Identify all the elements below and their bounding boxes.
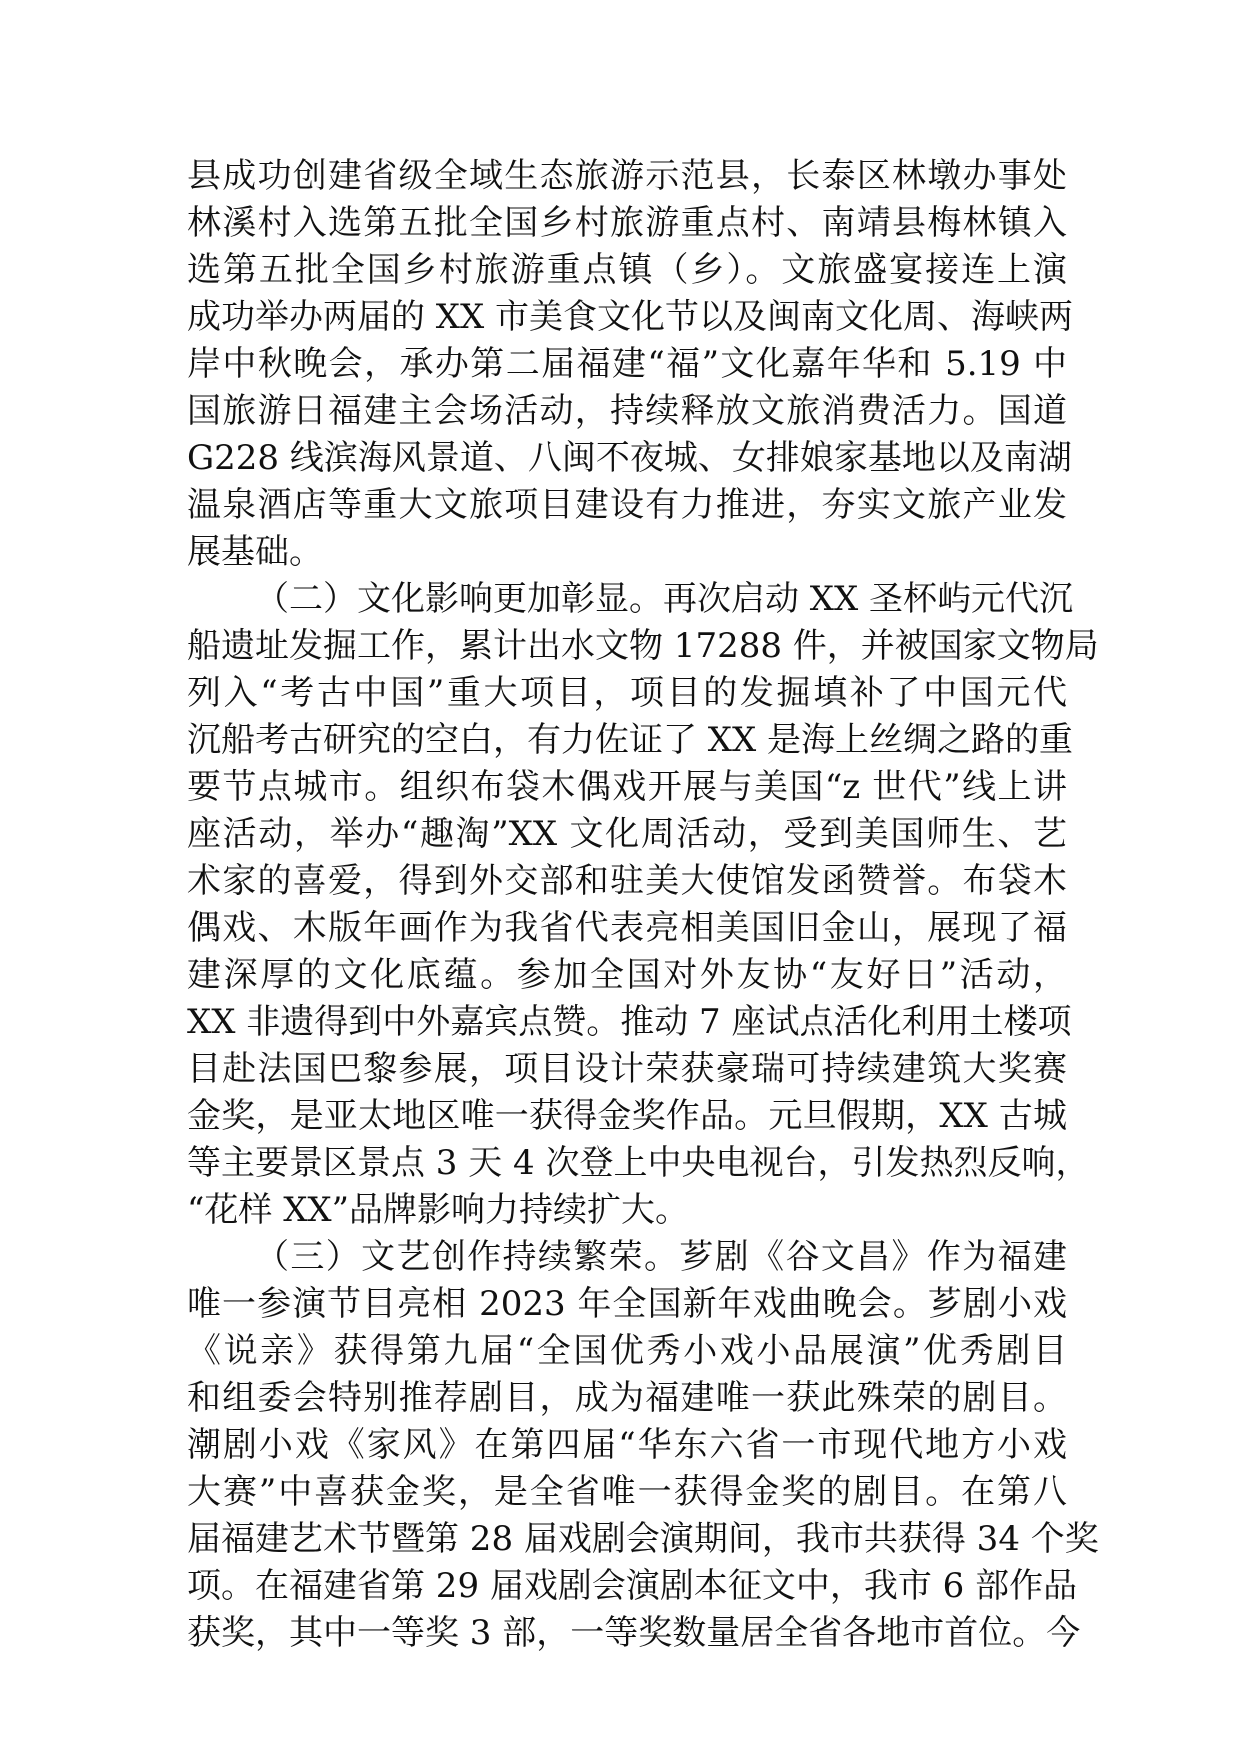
text-line: 要节点城市。组织布袋木偶戏开展与美国“z 世代”线上讲 [187, 767, 1067, 807]
text-line: 成功举办两届的 XX 市美食文化节以及闽南文化周、海峡两 [187, 297, 1074, 337]
text-line: 国旅游日福建主会场活动，持续释放文旅消费活力。国道 [187, 391, 1067, 431]
text-line: 目赴法国巴黎参展，项目设计荣获豪瑞可持续建筑大奖赛 [187, 1049, 1067, 1089]
text-line: 沉船考古研究的空白，有力佐证了 XX 是海上丝绸之路的重 [187, 720, 1074, 760]
text-line: 唯一参演节目亮相 2023 年全国新年戏曲晚会。芗剧小戏 [187, 1284, 1067, 1324]
text-line: 温泉酒店等重大文旅项目建设有力推进，夯实文旅产业发 [187, 485, 1067, 525]
text-line: 《说亲》获得第九届“全国优秀小戏小品展演”优秀剧目 [187, 1331, 1067, 1371]
text-line: 列入“考古中国”重大项目，项目的发掘填补了中国元代 [187, 673, 1067, 713]
section-heading-line: （三）文艺创作持续繁荣。芗剧《谷文昌》作为福建 [255, 1237, 1067, 1277]
text-line: 县成功创建省级全域生态旅游示范县，长泰区林墩办事处 [187, 156, 1067, 196]
text-line: 获奖，其中一等奖 3 部，一等奖数量居全省各地市首位。今 [187, 1613, 1081, 1653]
text-line: “花样 XX”品牌影响力持续扩大。 [187, 1190, 689, 1230]
text-line: 座活动，举办“趣淘”XX 文化周活动，受到美国师生、艺 [187, 814, 1067, 854]
text-line: 届福建艺术节暨第 28 届戏剧会演期间，我市共获得 34 个奖 [187, 1519, 1099, 1559]
text-line: 大赛”中喜获金奖，是全省唯一获得金奖的剧目。在第八 [187, 1472, 1067, 1512]
body-text [187, 153, 1099, 1657]
text-line: 潮剧小戏《家风》在第四届“华东六省一市现代地方小戏 [187, 1425, 1067, 1465]
text-line: 建深厚的文化底蕴。参加全国对外友协“友好日”活动， [187, 955, 1067, 995]
text-line: 金奖，是亚太地区唯一获得金奖作品。元旦假期，XX 古城 [187, 1096, 1067, 1136]
text-line: 和组委会特别推荐剧目，成为福建唯一获此殊荣的剧目。 [187, 1378, 1067, 1418]
text-line: 展基础。 [187, 532, 323, 572]
text-line: 岸中秋晚会，承办第二届福建“福”文化嘉年华和 5.19 中 [187, 344, 1067, 384]
text-line: 术家的喜爱，得到外交部和驻美大使馆发函赞誉。布袋木 [187, 861, 1067, 901]
text-line: G228 线滨海风景道、八闽不夜城、女排娘家基地以及南湖 [187, 438, 1072, 478]
text-line: 林溪村入选第五批全国乡村旅游重点村、南靖县梅林镇入 [187, 203, 1067, 243]
section-heading-line: （二）文化影响更加彰显。再次启动 XX 圣杯屿元代沉 [255, 579, 1074, 619]
text-line: 选第五批全国乡村旅游重点镇（乡）。文旅盛宴接连上演 [187, 250, 1067, 290]
text-line: XX 非遗得到中外嘉宾点赞。推动 7 座试点活化利用土楼项 [187, 1002, 1072, 1042]
text-line: 项。在福建省第 29 届戏剧会演剧本征文中，我市 6 部作品 [187, 1566, 1078, 1606]
text-line: 等主要景区景点 3 天 4 次登上中央电视台，引发热烈反响， [187, 1143, 1090, 1183]
text-line: 偶戏、木版年画作为我省代表亮相美国旧金山，展现了福 [187, 908, 1067, 948]
text-line: 船遗址发掘工作，累计出水文物 17288 件，并被国家文物局 [187, 626, 1099, 666]
